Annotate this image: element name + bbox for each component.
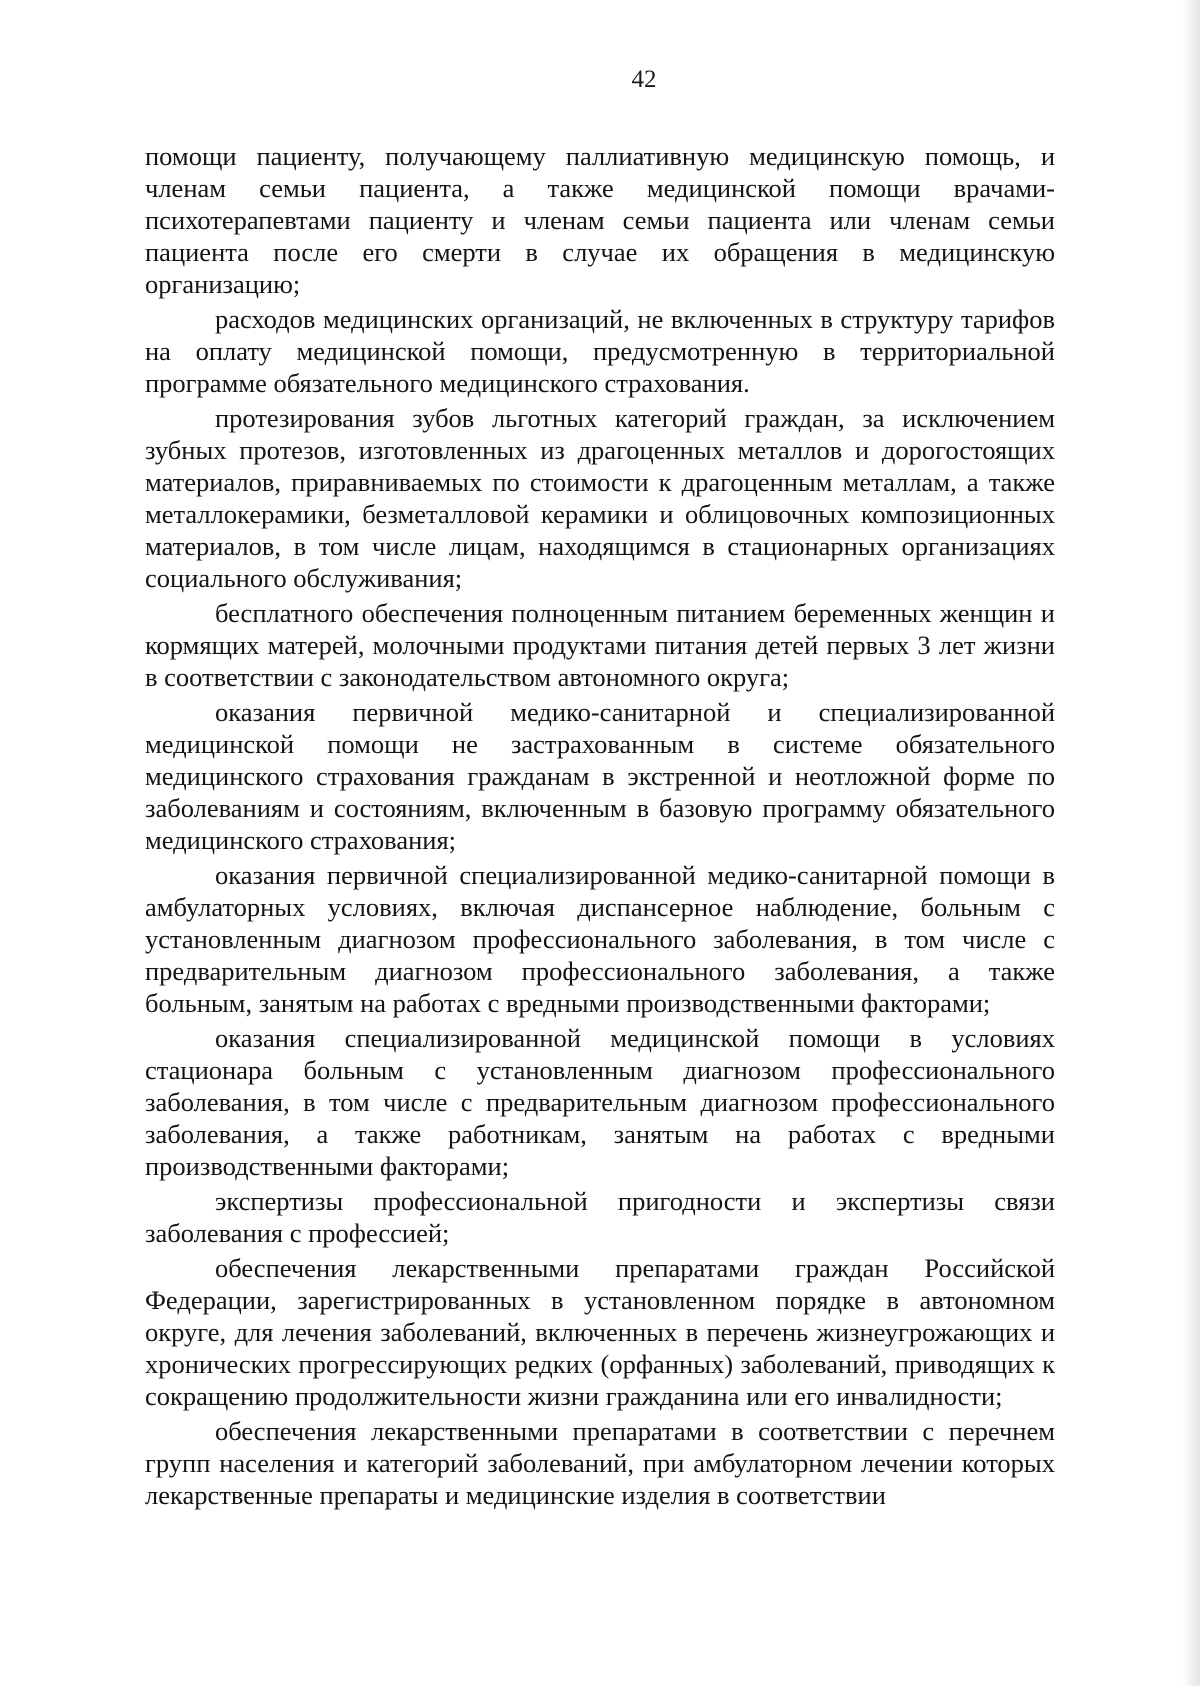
- paragraph-dental-prosthetics: протезирования зубов льготных категорий граждан, за исключением зубных протезов, изготовленных из драгоценных металлов и дорогостоящих материалов, приравниваемых по стоимости к драгоценным металлам, а также металлокерамики, безметалловой керамики и облицовочных композиционных материалов, в том числе лицам, находящимся в стационарных организациях социального обслуживания;: [145, 403, 1055, 593]
- paragraph-occupational-expertise: экспертизы профессиональной пригодности и экспертизы связи заболевания с профессией;: [145, 1186, 1055, 1248]
- page-number: 42: [631, 66, 657, 93]
- paragraph-outpatient-occupational-care: оказания первичной специализированной медико-санитарной помощи в амбулаторных условиях, включая диспансерное наблюдение, больным с установленным диагнозом профессионального заболевания, в том числе с предварительным диагнозом профессионального заболевания, а также больным, занятым на работах с вредными производственными факторами;: [145, 860, 1055, 1018]
- paragraph-medical-organization-expenses: расходов медицинских организаций, не включенных в структуру тарифов на оплату медицинской помощи, предусмотренную в территориальной программе обязательного медицинского страхования.: [145, 304, 1055, 398]
- paragraph-inpatient-occupational-care: оказания специализированной медицинской помощи в условиях стационара больным с установленным диагнозом профессионального заболевания, в том числе с предварительным диагнозом профессионального заболевания, а также работникам, занятым на работах с вредными производственными факторами;: [145, 1023, 1055, 1181]
- paragraph-uninsured-care: оказания первичной медико-санитарной и специализированной медицинской помощи не застрахованным в системе обязательного медицинского страхования гражданам в экстренной и неотложной форме по заболеваниям и состояниям, включенным в базовую программу обязательного медицинского страхования;: [145, 697, 1055, 855]
- paragraph-outpatient-drug-provision: обеспечения лекарственными препаратами в соответствии с перечнем групп населения и категорий заболеваний, при амбулаторном лечении которых лекарственные препараты и медицинские изделия в соответствии: [145, 1416, 1055, 1510]
- paragraph-orphan-disease-drugs: обеспечения лекарственными препаратами граждан Российской Федерации, зарегистрированных в установленном порядке в автономном округе, для лечения заболеваний, включенных в перечень жизнеугрожающих и хронических прогрессирующих редких (орфанных) заболеваний, приводящих к сокращению продолжительности жизни гражданина или его инвалидности;: [145, 1253, 1055, 1411]
- scan-edge-shadow: [1182, 0, 1200, 1686]
- paragraph-palliative-care-continuation: помощи пациенту, получающему паллиативную медицинскую помощь, и членам семьи пациента, а также медицинской помощи врачами-психотерапевтами пациенту и членам семьи пациента или членам семьи пациента после его смерти в случае их обращения в медицинскую организацию;: [145, 141, 1055, 299]
- paragraph-free-nutrition: бесплатного обеспечения полноценным питанием беременных женщин и кормящих матерей, молочными продуктами питания детей первых 3 лет жизни в соответствии с законодательством автономного округа;: [145, 598, 1055, 692]
- body-text: [145, 140, 1055, 1514]
